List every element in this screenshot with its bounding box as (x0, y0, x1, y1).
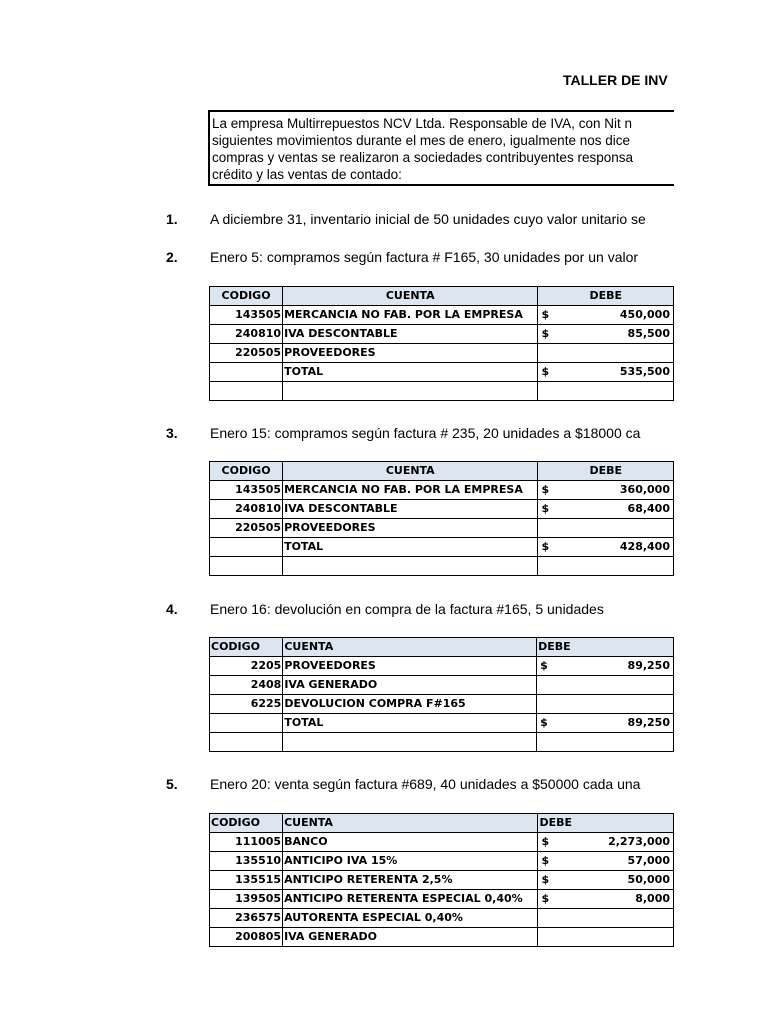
table-row (210, 890, 674, 909)
cell-debit (538, 852, 674, 871)
header-debe: DEBE (537, 638, 674, 657)
cell-account: AUTORENTA ESPECIAL 0,40% (283, 909, 538, 928)
cell-account: IVA DESCONTABLE (283, 500, 538, 519)
table-header-row (210, 814, 674, 833)
cell-code (210, 363, 283, 382)
currency-symbol: $ (541, 308, 550, 321)
cell-account: PROVEEDORES (283, 657, 537, 676)
cell-debit (538, 325, 674, 344)
cell-debit (538, 344, 674, 363)
cell-debit (538, 909, 674, 928)
cell-code: 2408 (210, 676, 283, 695)
item-number: 2. (166, 249, 178, 265)
cell-account: PROVEEDORES (283, 344, 538, 363)
cell-code: 220505 (210, 344, 283, 363)
cell-account: TOTAL (283, 714, 537, 733)
header-codigo: CODIGO (210, 462, 283, 481)
amount: 2,273,000 (608, 835, 670, 848)
table-row (210, 557, 674, 576)
list-item-2 (0, 249, 674, 269)
currency-symbol: $ (541, 835, 550, 848)
cell-account: ANTICIPO RETERENTA ESPECIAL 0,40% (283, 890, 538, 909)
cell-debit (538, 363, 674, 382)
cell-account: DEVOLUCION COMPRA F#165 (283, 695, 537, 714)
item-number: 4. (166, 601, 178, 617)
cell-account: IVA GENERADO (283, 928, 538, 947)
ledger-table-2 (209, 461, 674, 576)
table-row (210, 306, 674, 325)
cell-debit (537, 695, 674, 714)
item-text: Enero 16: devolución en compra de la factura #165, 5 unidades (210, 601, 604, 617)
header-debe: DEBE (538, 814, 674, 833)
ledger-table-1 (209, 286, 674, 401)
cell-code (210, 714, 283, 733)
page-title: TALLER DE INV (563, 72, 668, 88)
cell-debit (538, 500, 674, 519)
table-row-total (210, 714, 674, 733)
table-row (210, 481, 674, 500)
table-row (210, 871, 674, 890)
cell-debit (538, 306, 674, 325)
cell-code: 135515 (210, 871, 283, 890)
cell-debit (537, 733, 674, 752)
cell-debit (537, 657, 674, 676)
table-row (210, 733, 674, 752)
cell-account: BANCO (283, 833, 538, 852)
header-debe: DEBE (538, 287, 674, 306)
table-row-total (210, 538, 674, 557)
currency-symbol: $ (540, 716, 548, 729)
cell-debit (538, 928, 674, 947)
header-codigo: CODIGO (210, 814, 283, 833)
cell-debit (538, 519, 674, 538)
cell-code: 220505 (210, 519, 283, 538)
table-row (210, 909, 674, 928)
table-row (210, 928, 674, 947)
amount: 57,000 (627, 854, 670, 867)
intro-line: crédito y las ventas de contado: (212, 167, 402, 182)
table-header-row (210, 287, 674, 306)
cell-debit (538, 871, 674, 890)
amount: 450,000 (619, 308, 670, 321)
header-codigo: CODIGO (210, 287, 283, 306)
amount: 89,250 (627, 716, 670, 729)
intro-paragraph-box (208, 110, 674, 186)
header-cuenta: CUENTA (283, 287, 538, 306)
cell-code: 2205 (210, 657, 283, 676)
cell-code: 240810 (210, 500, 283, 519)
currency-symbol: $ (541, 483, 550, 496)
header-cuenta: CUENTA (283, 814, 538, 833)
cell-account: ANTICIPO RETERENTA 2,5% (283, 871, 538, 890)
table-row (210, 325, 674, 344)
header-cuenta: CUENTA (283, 462, 538, 481)
intro-line: La empresa Multirrepuestos NCV Ltda. Responsable de IVA, con Nit n (212, 116, 632, 131)
table-row (210, 833, 674, 852)
currency-symbol: $ (541, 327, 550, 340)
cell-account: MERCANCIA NO FAB. POR LA EMPRESA (283, 481, 538, 500)
item-text: Enero 5: compramos según factura # F165, 30 unidades por un valor (210, 249, 639, 265)
cell-account: IVA DESCONTABLE (283, 325, 538, 344)
list-item-3 (0, 425, 674, 445)
cell-debit (538, 481, 674, 500)
cell-account (283, 382, 538, 401)
item-number: 1. (166, 211, 178, 227)
cell-debit (538, 833, 674, 852)
table-row (210, 676, 674, 695)
table-row (210, 852, 674, 871)
cell-account: TOTAL (283, 538, 538, 557)
item-number: 5. (166, 776, 178, 792)
amount: 68,400 (627, 502, 670, 515)
cell-debit (538, 890, 674, 909)
cell-code: 111005 (210, 833, 283, 852)
cell-code: 240810 (210, 325, 283, 344)
amount: 428,400 (619, 540, 670, 553)
cell-code: 236575 (210, 909, 283, 928)
table-row (210, 382, 674, 401)
cell-account: TOTAL (283, 363, 538, 382)
cell-debit (538, 382, 674, 401)
item-number: 3. (166, 425, 178, 441)
cell-account: MERCANCIA NO FAB. POR LA EMPRESA (283, 306, 538, 325)
ledger-table-4 (209, 813, 674, 947)
currency-symbol: $ (541, 892, 550, 905)
cell-code: 200805 (210, 928, 283, 947)
amount: 360,000 (619, 483, 670, 496)
intro-line: siguientes movimientos durante el mes de enero, igualmente nos dice (212, 133, 630, 148)
cell-code (210, 538, 283, 557)
list-item-1 (0, 211, 674, 231)
item-text: Enero 20: venta según factura #689, 40 unidades a $50000 cada una (210, 776, 641, 792)
currency-symbol: $ (541, 854, 550, 867)
table-row (210, 500, 674, 519)
cell-account: ANTICIPO IVA 15% (283, 852, 538, 871)
item-text: A diciembre 31, inventario inicial de 50 unidades cuyo valor unitario se (210, 211, 646, 227)
cell-account: IVA GENERADO (283, 676, 537, 695)
amount: 8,000 (635, 892, 670, 905)
currency-symbol: $ (540, 659, 548, 672)
cell-account (283, 733, 537, 752)
cell-code: 135510 (210, 852, 283, 871)
table-row (210, 344, 674, 363)
amount: 50,000 (627, 873, 670, 886)
cell-code: 143505 (210, 306, 283, 325)
table-row (210, 519, 674, 538)
cell-debit (537, 676, 674, 695)
cell-code (210, 382, 283, 401)
table-row (210, 657, 674, 676)
header-debe: DEBE (538, 462, 674, 481)
cell-code: 6225 (210, 695, 283, 714)
table-header-row (210, 462, 674, 481)
table-row-total (210, 363, 674, 382)
currency-symbol: $ (541, 540, 550, 553)
currency-symbol: $ (541, 365, 550, 378)
table-header-row (210, 638, 674, 657)
cell-code: 139505 (210, 890, 283, 909)
list-item-4 (0, 601, 674, 621)
cell-account: PROVEEDORES (283, 519, 538, 538)
cell-code: 143505 (210, 481, 283, 500)
item-text: Enero 15: compramos según factura # 235, 20 unidades a $18000 ca (210, 425, 641, 441)
cell-account (283, 557, 538, 576)
header-codigo: CODIGO (210, 638, 283, 657)
currency-symbol: $ (541, 873, 550, 886)
ledger-table-3 (209, 637, 674, 752)
cell-code (210, 733, 283, 752)
header-cuenta: CUENTA (283, 638, 537, 657)
cell-code (210, 557, 283, 576)
intro-line: compras y ventas se realizaron a sociedades contribuyentes responsa (212, 150, 633, 165)
cell-debit (537, 714, 674, 733)
list-item-5 (0, 776, 674, 796)
amount: 89,250 (627, 659, 670, 672)
amount: 535,500 (619, 365, 670, 378)
cell-debit (538, 557, 674, 576)
amount: 85,500 (627, 327, 670, 340)
cell-debit (538, 538, 674, 557)
currency-symbol: $ (541, 502, 550, 515)
table-row (210, 695, 674, 714)
